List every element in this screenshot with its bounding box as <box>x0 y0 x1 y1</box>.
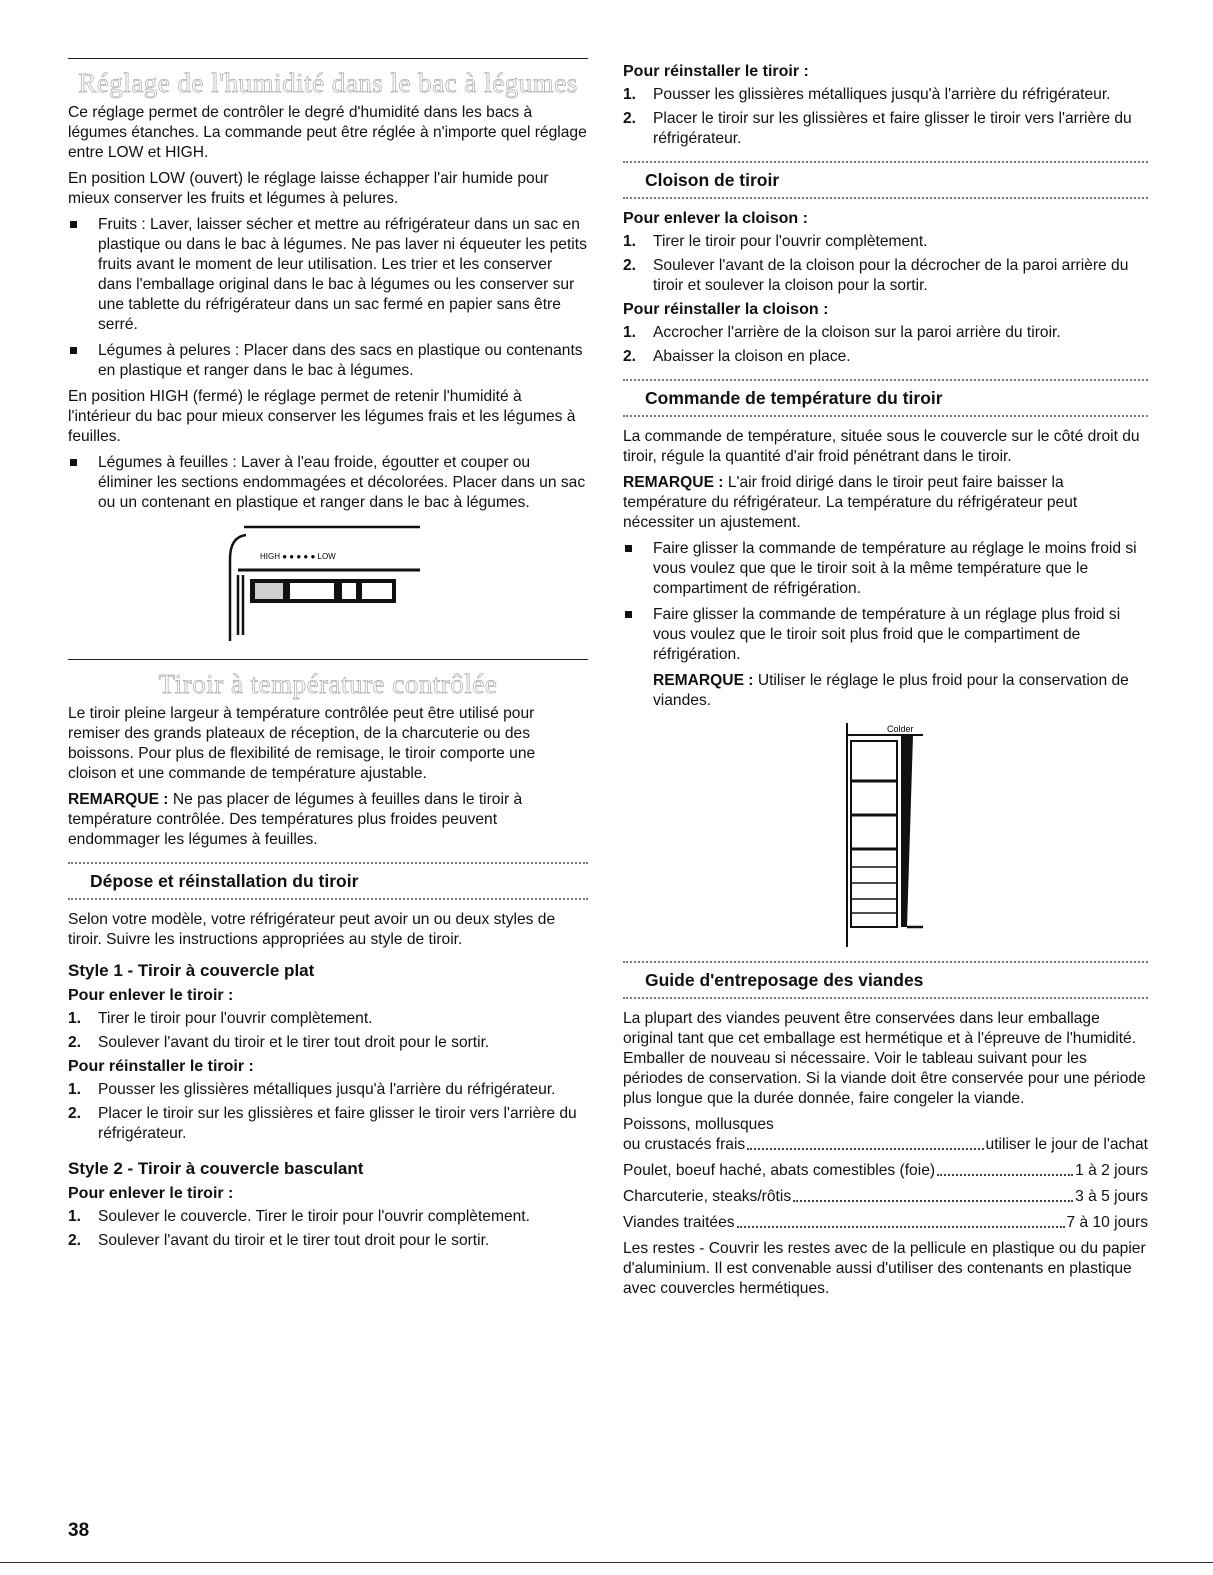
dotted-rule <box>68 898 588 900</box>
temp-paragraph: La commande de température, située sous le couvercle sur le côté droit du tiroir, régule la quantité d'air froid pénétrant dans le tiroir. <box>623 428 1140 465</box>
list-item: Faire glisser la commande de température à un réglage plus froid si vous voulez que le tiroir soit plus froid que le compartiment de réfrigération. <box>623 605 1148 665</box>
list-item: 2. Placer le tiroir sur les glissières et faire glisser le tiroir vers l'arrière du réfrigérateur. <box>68 1105 577 1142</box>
bottom-rule <box>0 1562 1213 1563</box>
temp-title: Commande de température du tiroir <box>645 388 943 408</box>
partition-remove-steps <box>623 232 1148 296</box>
table-row-label: Poissons, mollusques <box>623 1116 774 1133</box>
partition-install-steps <box>623 323 1148 367</box>
install-title: Pour réinstaller le tiroir : <box>68 1058 254 1075</box>
section-rule <box>68 659 588 660</box>
dotted-rule <box>623 415 1148 417</box>
page-number: 38 <box>68 1520 90 1541</box>
list-item: 1. Tirer le tiroir pour l'ouvrir complètement. <box>623 233 928 250</box>
note-text: L'air froid dirigé dans le tiroir peut faire baisser la température du réfrigérateur. La température du réfrigérateur peut nécessiter un ajustement. <box>623 474 1078 531</box>
list-item: Fruits : Laver, laisser sécher et mettre au réfrigérateur dans un sac en plastique ou dans le bac à légumes. Ne pas laver ni équeuter les petits fruits avant le moment de leur utilisation. Les trier et les conserver dans l'emballage original dans le bac à légumes ou les conserver sur une tablette du réfrigérateur dans un sac fermé en papier sans être serré. <box>68 215 588 335</box>
list-item: 1. Accrocher l'arrière de la cloison sur la paroi arrière du tiroir. <box>623 324 1061 341</box>
list-item: 2. Soulever l'avant du tiroir et le tirer tout droit pour le sortir. <box>68 1232 490 1249</box>
list-item: 1. Soulever le couvercle. Tirer le tiroir pour l'ouvrir complètement. <box>68 1208 530 1225</box>
dotted-rule <box>623 997 1148 999</box>
humidity-paragraph: Ce réglage permet de contrôler le degré d'humidité dans les bacs à légumes étanches. La commande peut être réglée à n'importe quel réglage entre LOW et HIGH. <box>68 104 587 161</box>
temperature-control-figure <box>623 717 1148 949</box>
note-label: REMARQUE : <box>623 474 724 491</box>
note-text: Utiliser le réglage le plus froid pour la conservation de viandes. <box>653 672 1129 709</box>
style1-title: Style 1 - Tiroir à couvercle plat <box>68 961 315 980</box>
style1-remove-steps <box>68 1009 588 1053</box>
meat-title: Guide d'entreposage des viandes <box>645 970 924 990</box>
removal-title: Dépose et réinstallation du tiroir <box>90 871 359 891</box>
meat-paragraph: La plupart des viandes peuvent être conservées dans leur emballage original tant que cet emballage est hermétique et à l'épreuve de l'humidité. Emballer de nouveau si nécessaire. Voir le tableau suivant pour les périodes de conservation. Si la viande doit être conservée pour une période plus longue que la durée donnée, faire congeler la viande. <box>623 1010 1146 1107</box>
table-row: Viandes traitées 7 à 10 jours <box>623 1214 1148 1231</box>
remove-title: Pour enlever le tiroir : <box>68 987 234 1004</box>
table-row: ou crustacés frais utiliser le jour de l'achat <box>623 1136 1148 1153</box>
humidity-title: Réglage de l'humidité dans le bac à légumes <box>78 68 578 98</box>
style2-remove-steps <box>68 1207 588 1251</box>
temp-bullets <box>623 539 1148 665</box>
list-item: 2. Abaisser la cloison en place. <box>623 348 851 365</box>
drawer-paragraph: Le tiroir pleine largeur à température contrôlée peut être utilisé pour remiser des grands plateaux de réception, de la charcuterie ou des boissons. Pour plus de flexibilité de remisage, le tiroir comporte une cloison et une commande de température ajustable. <box>68 705 536 782</box>
style1-install-steps <box>68 1080 588 1144</box>
style2-title: Style 2 - Tiroir à couvercle basculant <box>68 1159 364 1178</box>
humidity-bullets-high <box>68 453 588 513</box>
note-label: REMARQUE : <box>68 791 169 808</box>
temp-heading-bar <box>623 379 1148 417</box>
table-row: Poulet, boeuf haché, abats comestibles (foie) 1 à 2 jours <box>623 1162 1148 1179</box>
temp-note-2 <box>623 671 1148 711</box>
humidity-figure-label: HIGH ● ● ● ● ● LOW <box>260 552 336 561</box>
meat-storage-table <box>623 1115 1148 1233</box>
humidity-bullets-low <box>68 215 588 381</box>
humidity-control-figure <box>68 519 588 641</box>
section-rule <box>68 58 588 59</box>
left-column <box>68 58 588 1255</box>
install-title: Pour réinstaller le tiroir : <box>623 63 809 80</box>
partition-heading-bar <box>623 161 1148 199</box>
partition-title: Cloison de tiroir <box>645 170 780 190</box>
list-item: Légumes à pelures : Placer dans des sacs en plastique ou contenants en plastique et ranger dans le bac à légumes. <box>68 341 588 381</box>
list-item: 1. Pousser les glissières métalliques jusqu'à l'arrière du réfrigérateur. <box>623 86 1111 103</box>
meat-paragraph: Les restes - Couvrir les restes avec de la pellicule en plastique ou du papier d'aluminium. Il est convenable aussi d'utiliser des contenants en plastique avec couvercles hermétiques. <box>623 1240 1146 1297</box>
dotted-rule <box>623 197 1148 199</box>
humidity-paragraph: En position HIGH (fermé) le réglage permet de retenir l'humidité à l'intérieur du bac pour mieux conserver les légumes frais et les légumes à feuilles. <box>68 388 576 445</box>
list-item: Faire glisser la commande de température au réglage le moins froid si vous voulez que que le tiroir soit à la même température que le compartiment de réfrigération. <box>623 539 1148 599</box>
drawer-title: Tiroir à température contrôlée <box>158 669 498 699</box>
list-item: 1. Tirer le tiroir pour l'ouvrir complètement. <box>68 1010 373 1027</box>
right-column <box>623 62 1148 1305</box>
list-item: 2. Soulever l'avant du tiroir et le tirer tout droit pour le sortir. <box>68 1034 490 1051</box>
meat-heading-bar <box>623 961 1148 999</box>
remove-title: Pour enlever le tiroir : <box>68 1185 234 1202</box>
note-label: REMARQUE : <box>653 672 754 689</box>
list-item: 2. Soulever l'avant de la cloison pour la décrocher de la paroi arrière du tiroir et soulever la cloison pour la sortir. <box>623 257 1129 294</box>
removal-paragraph: Selon votre modèle, votre réfrigérateur peut avoir un ou deux styles de tiroir. Suivre les instructions appropriées au style de tiroir. <box>68 911 556 948</box>
partition-install-title: Pour réinstaller la cloison : <box>623 301 829 318</box>
partition-remove-title: Pour enlever la cloison : <box>623 210 808 227</box>
note-text: Ne pas placer de légumes à feuilles dans le tiroir à température contrôlée. Des températures plus froides peuvent endommager les légumes à feuilles. <box>68 791 523 848</box>
list-item: Légumes à feuilles : Laver à l'eau froide, égoutter et couper ou éliminer les sections endommagées et décolorées. Placer dans un sac ou un contenant en plastique et ranger dans le bac à légumes. <box>68 453 588 513</box>
temp-note <box>623 473 1148 533</box>
temp-figure-label: Colder <box>887 724 914 734</box>
drawer-note <box>68 790 588 850</box>
removal-heading-bar <box>68 862 588 900</box>
list-item: 2. Placer le tiroir sur les glissières et faire glisser le tiroir vers l'arrière du réfrigérateur. <box>623 110 1132 147</box>
install-steps <box>623 85 1148 149</box>
table-row: Charcuterie, steaks/rôtis 3 à 5 jours <box>623 1188 1148 1205</box>
humidity-paragraph: En position LOW (ouvert) le réglage laisse échapper l'air humide pour mieux conserver les fruits et légumes à pelures. <box>68 170 549 207</box>
list-item: 1. Pousser les glissières métalliques jusqu'à l'arrière du réfrigérateur. <box>68 1081 556 1098</box>
